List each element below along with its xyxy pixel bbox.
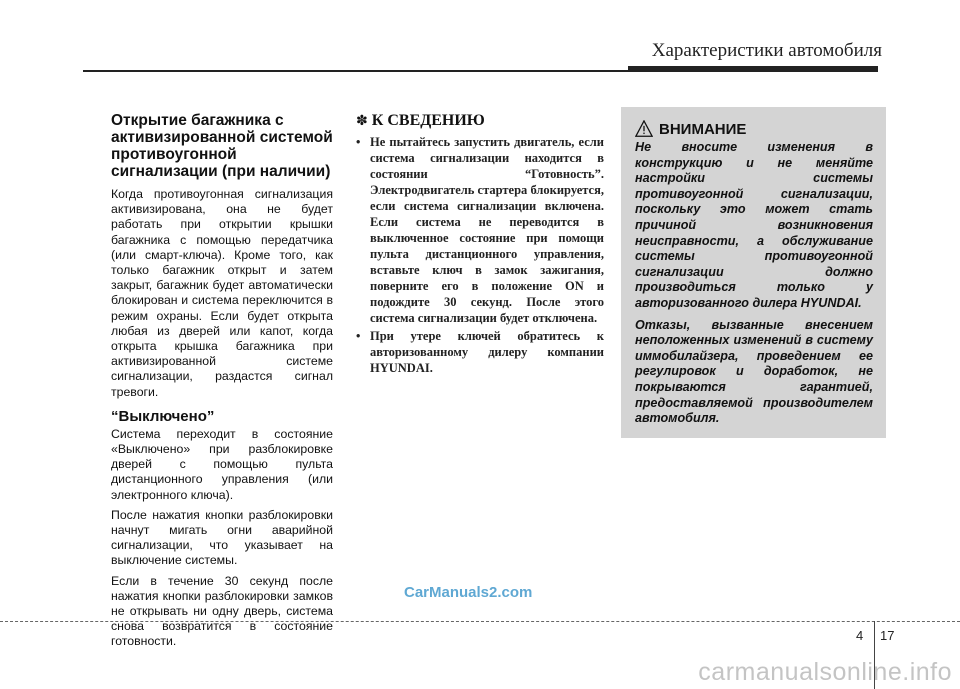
info-star-icon: ✽ bbox=[356, 113, 368, 129]
paragraph: Система переходит в состояние «Выключено» при разблокировке дверей с помощью пульта дистанционного управления (или электронного ключа). bbox=[111, 426, 333, 502]
header-rule-accent bbox=[628, 66, 878, 72]
warning-box bbox=[621, 107, 886, 438]
chapter-number: 4 bbox=[856, 628, 864, 643]
header-title: Характеристики автомобиля bbox=[651, 40, 882, 61]
info-title bbox=[356, 112, 604, 130]
list-item bbox=[356, 134, 604, 326]
list-item-text: Не пытайтесь запустить двигатель, если система сигнализации находится в состоянии “Готовность”. Электродвигатель стартера блокируется, если система сигнализации включена. Если система не переводится в выключенное состояние при помощи пульта дистанционного управления, вставьте ключ в замок зажигания, поверните его в положение ON и подождите 30 секунд. После этого система сигнализации будет отключена. bbox=[370, 135, 604, 325]
paragraph: Когда противоугонная сигнализация активизирована, она не будет работать при открытии крышки багажника с помощью передатчика (или смарт-ключа). Кроме того, как только багажник открыт и затем закрыт, багажник будет автоматически блокирован и система переключится в режим охраны. Если будет открыта любая из дверей или капот, когда открыта крышка багажника при активизированной системе сигнализации, раздастся сигнал тревоги. bbox=[111, 187, 333, 399]
section-title: Открытие багажника с активизированной системой противоугонной сигнализации (при наличии) bbox=[111, 112, 333, 180]
left-column bbox=[111, 112, 333, 655]
list-item-text: При утере ключей обратитесь к авторизованному дилеру компании HYUNDAI. bbox=[370, 329, 604, 375]
site-watermark: carmanualsonline.info bbox=[698, 658, 952, 686]
list-item bbox=[356, 328, 604, 376]
warning-paragraph: Отказы, вызванные внесением неположенных изменений в систему иммобилайзера, проведением ее регулировок и доработок, не покрываются гарантией, предоставляемой производителем автомобиля. bbox=[635, 317, 873, 426]
info-title-text: К СВЕДЕНИЮ bbox=[371, 112, 485, 129]
warning-paragraph: Не вносите изменения в конструкцию и не меняйте настройки системы противоугонной сигнализации, поскольку это может стать причиной возникновения неисправности, а обслуживание системы противоугонной сигнализации должно производиться только у авторизованного дилера HYUNDAI. bbox=[635, 140, 873, 310]
paragraph: Если в течение 30 секунд после нажатия кнопки разблокировки замков не открывать ни одну дверь, система снова возвратится в состояние готовности. bbox=[111, 573, 333, 649]
watermark-link[interactable]: CarManuals2.com bbox=[404, 584, 533, 601]
warning-header bbox=[635, 120, 873, 138]
warning-triangle-icon bbox=[635, 120, 653, 138]
bullet-icon: • bbox=[356, 329, 361, 343]
footer-divider bbox=[0, 621, 960, 622]
page-number: 17 bbox=[880, 628, 895, 643]
info-column bbox=[356, 112, 604, 378]
bullet-icon: • bbox=[356, 135, 361, 149]
subsection-title: “Выключено” bbox=[111, 407, 215, 425]
paragraph: После нажатия кнопки разблокировки начнут мигать огни аварийной сигнализации, что указывает на выключение системы. bbox=[111, 507, 333, 568]
warning-title: ВНИМАНИЕ bbox=[659, 120, 747, 138]
header-rule bbox=[83, 70, 628, 72]
